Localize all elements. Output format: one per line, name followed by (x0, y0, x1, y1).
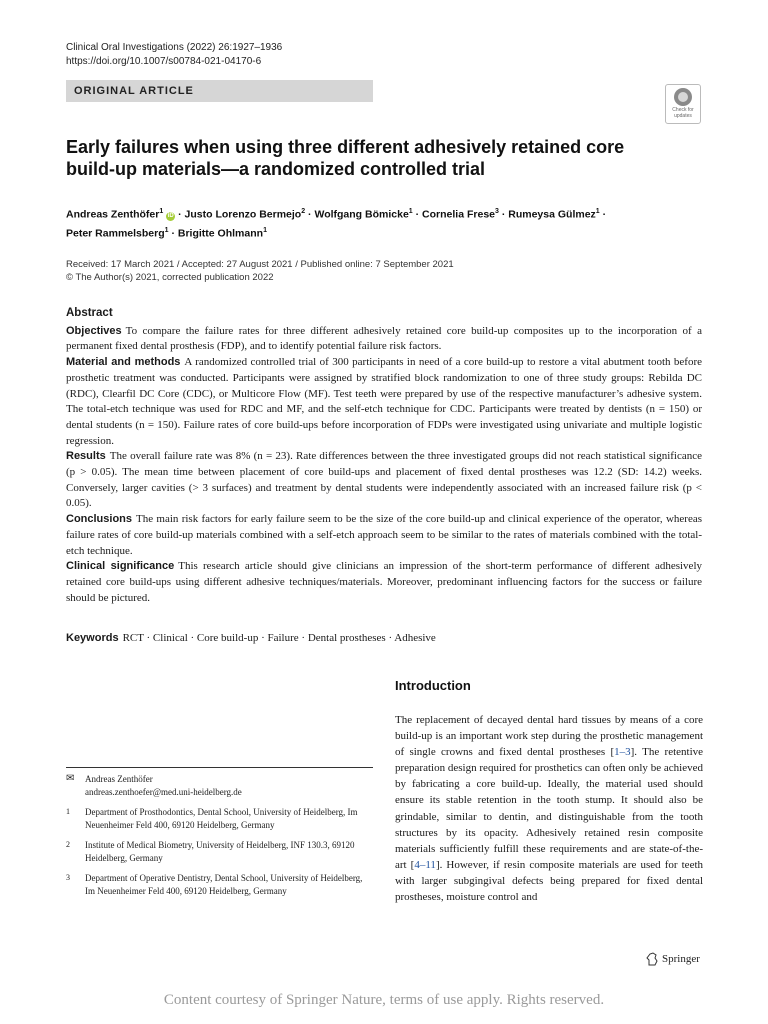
objectives-label: Objectives (66, 324, 122, 337)
check-updates-label: Check for updates (672, 107, 694, 119)
contact-email[interactable]: andreas.zenthoefer@med.uni-heidelberg.de (85, 786, 242, 797)
publication-dates (66, 258, 454, 284)
corresponding-author (66, 773, 366, 798)
affiliation-number: 2 (66, 840, 70, 849)
intro-text-part: ]. However, if resin composite materials are used for teeth with larger subgingival defects being prepared for fixed dental prostheses, moisture control and (395, 858, 704, 904)
author-list (66, 204, 686, 241)
introduction-heading: Introduction (395, 678, 471, 693)
significance-text: This research article should give clinicians an impression of the short-term performance of different adhesively retained core build-ups using different adhesive techniques/materials. Moreover, predominant influencing factors for the success or failure should be pictured. (66, 560, 702, 604)
abstract-heading: Abstract (66, 307, 113, 319)
author-name[interactable]: Wolfgang Bömicke (314, 208, 409, 221)
intro-text-part: ]. The retentive preparation design required for prosthetics can often only be achieved by fabricating a core build-up. Ideally, the material used should ensure its stable retention in the tooth stump. It should also be grindable, similar to dentin, and distinguishable from the tooth structures by its opacity. Adhesively retained resin composite materials sufficiently fulfill these requirements and are state-of-the-art [ (395, 746, 704, 871)
affiliation-text: Institute of Medical Biometry, University of Heidelberg, INF 130.3, 69120 Heidelberg, Germany (85, 840, 355, 863)
abstract-section (66, 306, 702, 606)
keywords-label: Keywords (66, 632, 119, 644)
methods-text: A randomized controlled trial of 300 participants in need of a core build-up to restore a vital abutment tooth before prosthetic treatment was conducted. Participants were assigned by stratified block randomization to one of three study groups: Rebilda DC (RDC), Clearfil DC Core (CDC), or Multicore Flow (MF). Test teeth were prepared by use of the respective manufacturer’s adhesive system. The total-etch technique was used for RDC and MF, and the self-etch technique for CDC. Participants were treated by dentists (n = 150) or dental students (n = 150). Failure rates of core build-ups before incorporation of FDPs were investigated using univariate and multiple logistic regression. (66, 356, 703, 447)
envelope-icon: ✉ (66, 773, 75, 784)
results-label: Results (66, 450, 106, 463)
results-text: The overall failure rate was 8% (n = 23). Rate differences between the three investigated groups did not reach statistical significance (p > 0.05). The mean time between placement of core build-ups and placement of fixed dental prostheses was 12.2 (SD: 14.2) weeks. Conversely, larger cavities (> 3 surfaces) and treatment by dental students were independently associated with an increased failure risk (p < 0.05). (66, 450, 702, 510)
author-affiliation: 3 (495, 208, 499, 215)
methods-label: Material and methods (66, 356, 181, 369)
author-name[interactable]: Peter Rammelsberg (66, 227, 165, 239)
affiliation-3 (66, 872, 366, 897)
affiliation-2 (66, 839, 366, 864)
intro-text-part: The replacement of decayed dental hard tissues by means of a core build-up is an important work step during the prosthetic management of single crowns and fixed dental prostheses [ (395, 714, 703, 759)
author-name[interactable]: Cornelia Frese (422, 208, 495, 221)
author-line-1: Andreas Zenthöfer$^1$ iD · Justo Lorenzo Bermejo$^2$ · Wolfgang Bömicke$^1$ · Cornelia Frese$^3$ · Rumeysa Gülmez$^1$ · (66, 208, 607, 221)
author-name[interactable]: Rumeysa Gülmez (508, 208, 596, 221)
abstract-significance (66, 559, 702, 606)
affiliation-number: 1 (66, 807, 70, 816)
author-name[interactable]: Justo Lorenzo Bermejo (184, 208, 302, 221)
affiliation-text: Department of Prosthodontics, Dental School, University of Heidelberg, Im Neuenheimer Feld 400, 69120 Heidelberg, Germany (85, 807, 358, 830)
check-for-updates-badge[interactable] (665, 84, 701, 124)
abstract-conclusions (66, 512, 702, 559)
citation-link[interactable]: 4–11 (414, 858, 436, 871)
footnote-divider (66, 767, 373, 768)
check-updates-icon (674, 88, 692, 106)
article-type-banner: ORIGINAL ARTICLE (66, 80, 373, 102)
author-affiliation: 2 (301, 208, 306, 215)
article-title (66, 136, 666, 180)
author-affiliation: 1 (408, 208, 413, 215)
affiliation-1 (66, 806, 366, 831)
publisher-name: Springer (662, 953, 700, 965)
author-name[interactable]: Brigitte Ohlmann (177, 227, 264, 239)
title-line-2: build-up materials—a randomized controlled trial (66, 159, 486, 179)
author-affiliation: 1 (164, 226, 169, 234)
abstract-results (66, 449, 702, 512)
significance-label: Clinical significance (66, 560, 175, 573)
author-affiliation: 1 (263, 226, 267, 234)
author-line-2: Peter Rammelsberg$^1$ · Brigitte Ohlmann$^1$ (66, 226, 267, 239)
footnotes (66, 773, 366, 905)
contact-name: Andreas Zenthöfer (85, 774, 153, 784)
introduction-text (395, 712, 703, 905)
objectives-text: To compare the failure rates for three different adhesively retained core build-up composites up to the incorporation of a permanent fixed dental prosthesis (FDP), and to identify potential failure risk factors. (66, 324, 702, 353)
title-line-1: Early failures when using three different adhesively retained core (66, 137, 625, 157)
author-affiliation: 1 (595, 208, 600, 215)
doi-link[interactable]: https://doi.org/10.1007/s00784-021-04170-6 (66, 56, 262, 67)
abstract-methods (66, 355, 702, 449)
keywords-text: RCT · Clinical · Core build-up · Failure · Dental prostheses · Adhesive (122, 632, 436, 644)
journal-header (66, 41, 282, 69)
citation-link[interactable]: 1–3 (614, 746, 631, 759)
conclusions-text: The main risk factors for early failure seem to be the size of the core build-up and clinical experience of the operator, whereas failure rates of core build-up materials combined with a self-etch approach seem to be similar to the rates of materials combined with the total-etch technique. (66, 513, 702, 557)
affiliation-number: 3 (66, 873, 70, 882)
history-dates: Received: 17 March 2021 / Accepted: 27 August 2021 / Published online: 7 September 2021 (66, 259, 454, 270)
keywords (66, 631, 436, 645)
conclusions-label: Conclusions (66, 513, 133, 526)
copyright-line: © The Author(s) 2021, corrected publication 2022 (66, 272, 274, 283)
springer-horse-icon (646, 952, 658, 966)
springer-logo (646, 952, 700, 966)
courtesy-notice: Content courtesy of Springer Nature, terms of use apply. Rights reserved. (163, 992, 605, 1008)
author-name[interactable]: Andreas Zenthöfer (66, 208, 160, 221)
affiliation-text: Department of Operative Dentistry, Dental School, University of Heidelberg, Im Neuenheimer Feld 400, 69120 Heidelberg, Germany (85, 873, 363, 896)
journal-citation: Clinical Oral Investigations (2022) 26:1927–1936 (66, 42, 283, 53)
orcid-icon[interactable]: iD (167, 212, 174, 219)
abstract-objectives (66, 324, 702, 355)
author-affiliation: 1 (159, 208, 164, 215)
